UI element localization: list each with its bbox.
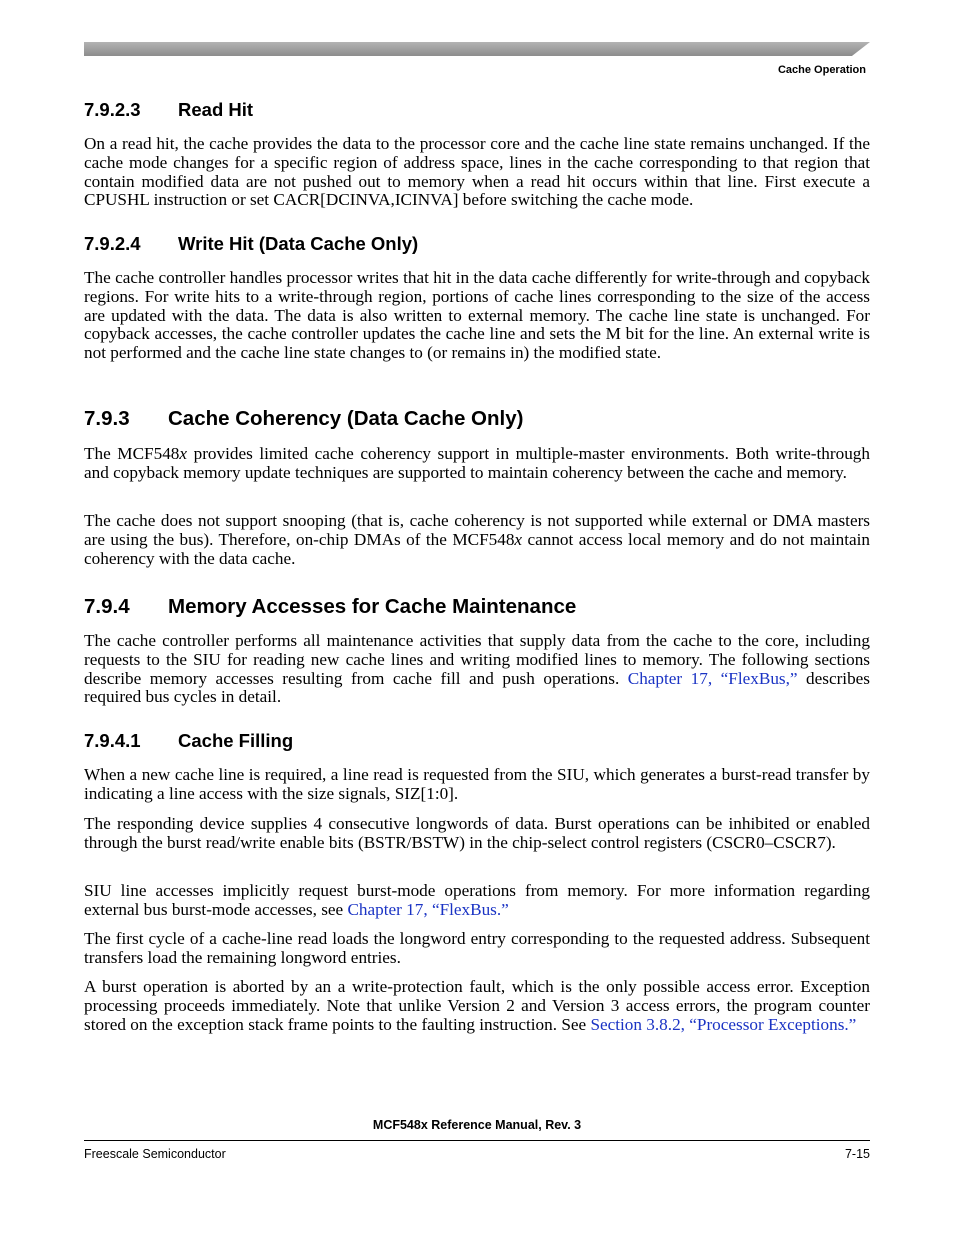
section-3-8-2-link[interactable]: Section 3.8.2, “Processor Exceptions.”	[590, 1014, 857, 1034]
paragraph-coherency-1	[84, 445, 870, 483]
section-title: Cache Filling	[178, 730, 294, 751]
running-header: Cache Operation	[777, 64, 866, 76]
heading-cache-coherency	[84, 407, 523, 431]
text-run: The cache does not support snooping (that is, cache coherency is not supported while external or DMA masters are using the bus). Therefore, on-chip DMAs of the MCF548	[84, 511, 870, 549]
chapter-17-link[interactable]: Chapter 17, “FlexBus,”	[627, 668, 798, 688]
footer-divider	[84, 1140, 870, 1141]
heading-read-hit	[84, 99, 253, 121]
footer-manual-title: MCF548x Reference Manual, Rev. 3	[372, 1118, 582, 1132]
section-number: 7.9.2.4	[84, 233, 141, 254]
section-title: Write Hit (Data Cache Only)	[178, 233, 419, 254]
section-number: 7.9.4	[84, 595, 130, 618]
chapter-17-link[interactable]: Chapter 17, “FlexBus.”	[347, 899, 509, 919]
header-bar	[84, 42, 870, 56]
paragraph-filling-2: The responding device supplies 4 consecutive longwords of data. Burst operations can be inhibited or enabled through the burst read/write enable bits (BSTR/BSTW) in the chip-select control registers (CSCR0–CSCR7).	[84, 814, 870, 852]
heading-cache-filling	[84, 730, 293, 752]
paragraph-filling-3	[84, 882, 870, 920]
footer-company: Freescale Semiconductor	[84, 1147, 226, 1161]
text-run: provides limited cache coherency support in multiple-master environments. Both write-through and copyback memory update techniques are supported to maintain coherency between the cache and memory.	[84, 444, 870, 482]
heading-memory-accesses	[84, 595, 576, 619]
paragraph-maintenance	[84, 632, 870, 707]
text-run: SIU line accesses implicitly request burst-mode operations from memory. For more information regarding external bus burst-mode accesses, see	[84, 881, 870, 919]
heading-write-hit	[84, 233, 418, 255]
footer-page-number: 7-15	[844, 1147, 870, 1161]
section-title: Cache Coherency (Data Cache Only)	[168, 407, 524, 430]
section-number: 7.9.4.1	[84, 730, 141, 751]
paragraph-read-hit: On a read hit, the cache provides the data to the processor core and the cache line state remains unchanged. If the cache mode changes for a specific region of address space, lines in the cache corresponding to that region that contain modified data are not pushed out to memory when a read hit occurs within that line. First execute a CPUSHL instruction or set CACR[DCINVA,ICINVA] before switching the cache mode.	[84, 134, 870, 210]
section-title: Memory Accesses for Cache Maintenance	[168, 595, 577, 618]
section-number: 7.9.2.3	[84, 99, 141, 120]
text-run-italic: x	[514, 529, 523, 549]
paragraph-filling-4: The first cycle of a cache-line read loads the longword entry corresponding to the requested address. Subsequent transfers load the remaining longword entries.	[84, 929, 870, 967]
paragraph-filling-5	[84, 978, 870, 1034]
text-run: The MCF548	[84, 444, 180, 463]
text-run: A burst operation is aborted by an a write-protection fault, which is the only possible access error. Exception processing proceeds immediately. Note that unlike Version 2 and Version 3 access errors, the program counter stored on the exception stack frame points to the faulting instruction. See	[84, 977, 870, 1034]
paragraph-coherency-2	[84, 512, 870, 568]
text-run: cannot access local memory and do not maintain coherency with the data cache.	[84, 529, 870, 568]
paragraph-filling-1: When a new cache line is required, a line read is requested from the SIU, which generates a burst-read transfer by indicating a line access with the size signals, SIZ[1:0].	[84, 765, 870, 803]
text-run-italic: x	[179, 444, 188, 463]
text-run: The cache controller performs all maintenance activities that supply data from the cache to the core, including requests to the SIU for reading new cache lines and writing modified lines to memory. The following sections describe memory accesses resulting from cache fill and push operations.	[84, 631, 870, 688]
text-run: describes required bus cycles in detail.	[84, 668, 870, 707]
paragraph-write-hit: The cache controller handles processor writes that hit in the data cache differently for write-through and copyback regions. For write hits to a write-through region, portions of cache lines corresponding to the size of the access are updated with the data. The data is also written to external memory. The cache line state is unchanged. For copyback accesses, the cache controller updates the cache line and sets the M bit for the line. An external write is not performed and the cache line state changes to (or remains in) the modified state.	[84, 268, 870, 363]
section-number: 7.9.3	[84, 407, 130, 430]
section-title: Read Hit	[178, 99, 254, 120]
